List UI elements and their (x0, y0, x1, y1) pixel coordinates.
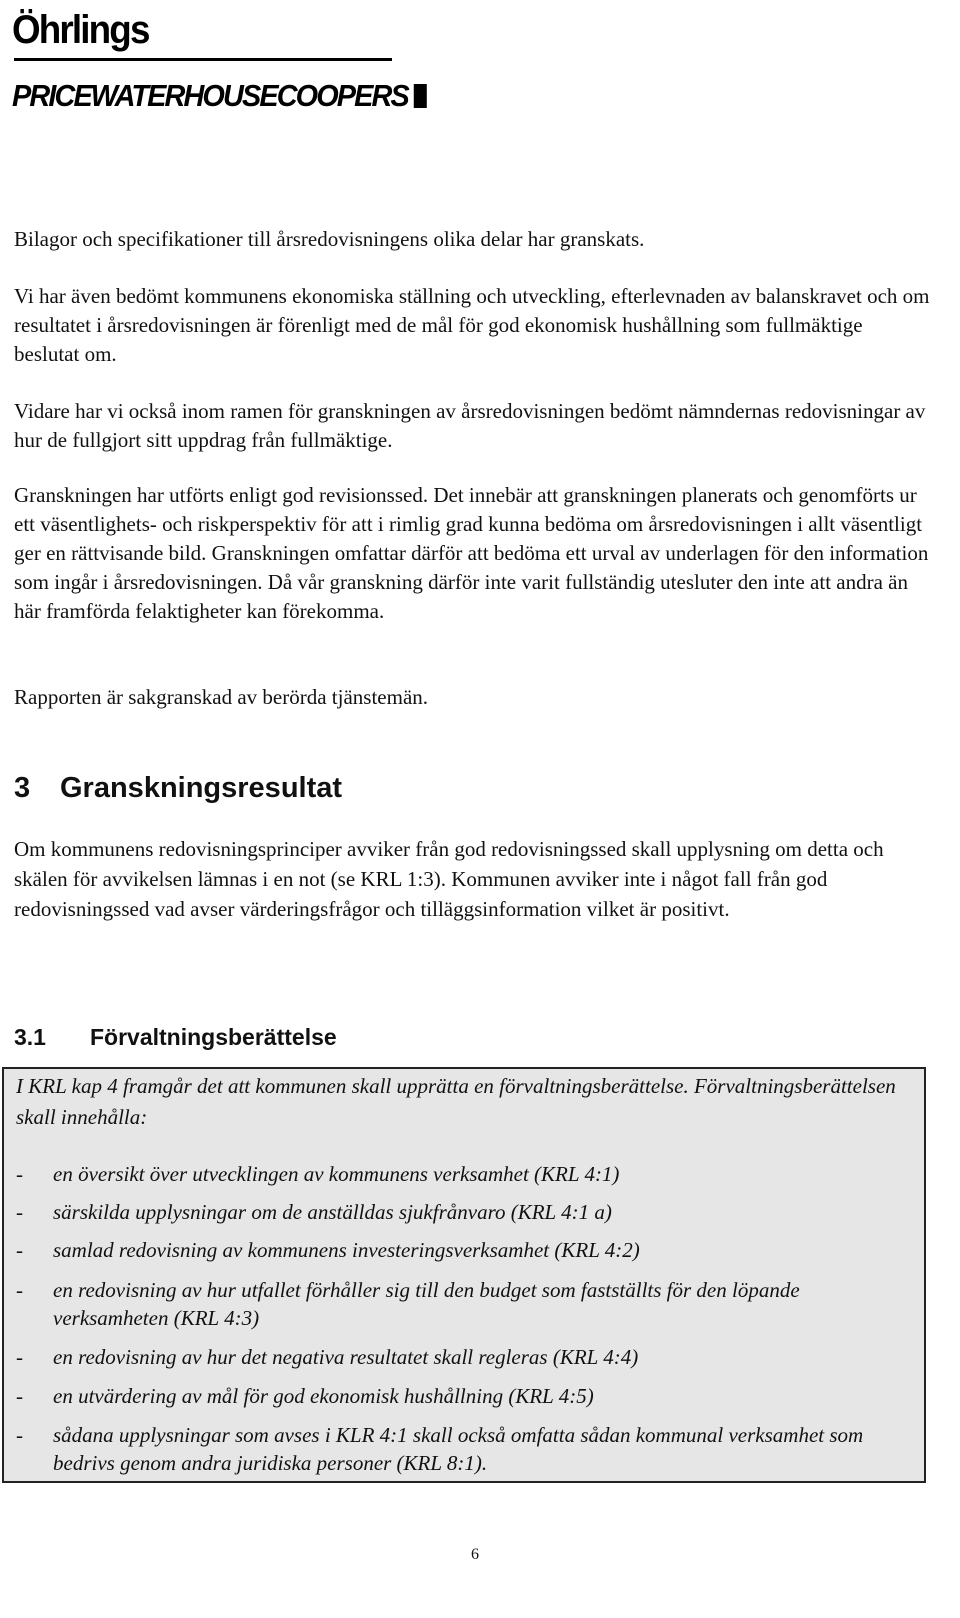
heading-number: 3.1 (14, 1024, 46, 1050)
requirements-box (2, 1067, 926, 1483)
dash-marker: - (16, 1200, 23, 1224)
list-item (16, 1236, 906, 1264)
list-item-text: särskilda upplysningar om de anställdas sjukfrånvaro (KRL 4:1 a) (53, 1200, 612, 1224)
list-item-text: en utvärdering av mål för god ekonomisk hushållning (KRL 4:5) (53, 1384, 594, 1408)
dash-marker: - (16, 1162, 23, 1186)
list-item-text: sådana upplysningar som avses i KLR 4:1 skall också omfatta sådan kommunal verksamhet som bedrivs genom andra juridiska personer (KRL 8:1). (53, 1423, 864, 1475)
list-item (16, 1421, 906, 1477)
paragraph-committees: Vidare har vi också inom ramen för granskningen av årsredovisningen bedömt nämndernas redovisningar av hur de fullgjort sitt uppdrag från fullmäktige. (14, 399, 926, 452)
dash-marker: - (16, 1345, 23, 1369)
list-item (16, 1198, 906, 1226)
list-item-text: en översikt över utvecklingen av kommunens verksamhet (KRL 4:1) (53, 1162, 620, 1186)
page-number: 6 (471, 1546, 479, 1563)
list-item (16, 1276, 906, 1332)
dash-marker: - (16, 1278, 23, 1302)
heading-section-3-1 (14, 1021, 337, 1053)
list-item-text: en redovisning av hur utfallet förhåller sig till den budget som fastställts för den löpande verksamheten (KRL 4:3) (53, 1278, 800, 1330)
paragraph-attachments: Bilagor och specifikationer till årsredovisningens olika delar har granskats. (14, 227, 645, 251)
paragraph-financial-position: Vi har även bedömt kommunens ekonomiska ställning och utveckling, efterlevnaden av balanskravet och om resultatet i årsredovisningen är förenligt med de mål för god ekonomisk hushållning som fullmäktige beslutat om. (14, 284, 930, 366)
pwc-logo (12, 8, 408, 118)
logo-ohrlings: Öhrlings (12, 8, 149, 52)
box-intro: I KRL kap 4 framgår det att kommunen skall upprätta en förvaltningsberättelse. Förvaltningsberättelsen skall innehålla: (16, 1074, 896, 1129)
dash-marker: - (16, 1384, 23, 1408)
heading-number: 3 (14, 772, 31, 804)
paragraph-fact-check: Rapporten är sakgranskad av berörda tjänstemän. (14, 685, 429, 709)
paragraph-audit-method: Granskningen har utförts enligt god revisionssed. Det innebär att granskningen planerats och genomförts ur ett väsentlighets- och riskperspektiv för att i rimlig grad kunna bedöma om årsredovisningen i allt väsentligt ger en rättvisande bild. Granskningen omfattar därför att bedöma ett urval av underlagen för den information som ingår i årsredovisningen. Då vår granskning därför inte varit fullständig utesluter den inte att andra än här framförda felaktigheter kan förekomma. (14, 483, 929, 623)
logo-square-icon (413, 84, 426, 108)
logo-rule (14, 58, 392, 61)
list-item (16, 1343, 906, 1371)
logo-pwc-text: PRICEWATERHOUSECOOPERS (12, 78, 408, 113)
heading-title: Granskningsresultat (60, 772, 343, 804)
paragraph-accounting-principles: Om kommunens redovisningsprinciper avviker från god redovisningssed skall upplysning om detta och skälen för avvikelsen lämnas i en not (se KRL 1:3). Kommunen avviker inte i något fall från god redovisningssed vad avser värderingsfrågor och tilläggsinformation vilket är positivt. (14, 837, 884, 921)
list-item (16, 1382, 906, 1410)
dash-marker: - (16, 1238, 23, 1262)
list-item-text: en redovisning av hur det negativa resultatet skall regleras (KRL 4:4) (53, 1345, 639, 1369)
heading-section-3 (14, 768, 342, 808)
list-item-text: samlad redovisning av kommunens investeringsverksamhet (KRL 4:2) (53, 1238, 640, 1262)
dash-marker: - (16, 1423, 23, 1447)
list-item (16, 1160, 906, 1188)
heading-title: Förvaltningsberättelse (90, 1024, 337, 1050)
logo-pricewaterhousecoopers (12, 78, 426, 114)
